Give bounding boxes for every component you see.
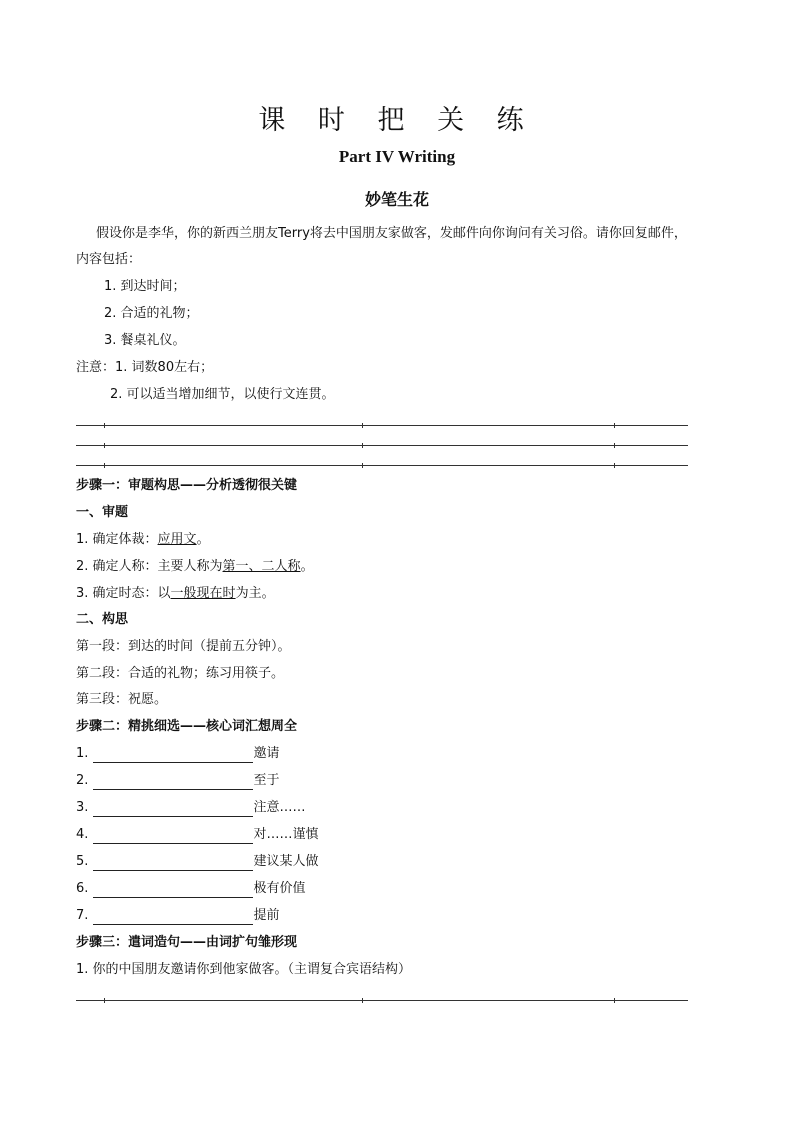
paragraph-plan: 第三段：祝愿。 [76, 692, 168, 707]
writing-line [76, 465, 688, 466]
line-tick [362, 443, 363, 448]
section-part: Part IV Writing [338, 147, 456, 166]
item-suffix: 为主。 [235, 586, 275, 601]
vocab-number: 5. [76, 854, 89, 869]
prompt-line-1: 假设你是李华，你的新西兰朋友Terry将去中国朋友家做客，发邮件向你询问有关习俗。请你回复邮件， [96, 226, 687, 241]
line-tick [362, 998, 363, 1003]
step1-item-2 [76, 558, 314, 576]
vocab-meaning: 邀请 [253, 746, 280, 761]
line-tick [614, 443, 615, 448]
vocab-item [76, 880, 306, 898]
note-line-2: 2. 可以适当增加细节，以使行文连贯。 [110, 387, 335, 402]
vocab-item [76, 826, 319, 844]
vocab-number: 1. [76, 746, 89, 761]
vocab-item [76, 799, 306, 817]
item-answer: 第一、二人称 [222, 559, 301, 574]
line-tick [104, 423, 105, 428]
vocab-meaning: 对……谨慎 [253, 827, 319, 842]
prompt-item: 3. 餐桌礼仪。 [104, 333, 186, 348]
vocab-number: 3. [76, 800, 89, 815]
answer-blank[interactable] [93, 857, 253, 871]
answer-blank[interactable] [93, 776, 253, 790]
vocab-meaning: 极有价值 [253, 881, 306, 896]
vocab-item [76, 745, 280, 763]
paragraph-plan: 第二段：合适的礼物；练习用筷子。 [76, 666, 285, 681]
note-line-1 [76, 359, 213, 377]
line-tick [362, 463, 363, 468]
line-tick [104, 463, 105, 468]
prompt-item: 2. 合适的礼物； [104, 306, 199, 321]
sentence-question: 1. 你的中国朋友邀请你到他家做客。（主谓复合宾语结构） [76, 962, 412, 977]
answer-blank[interactable] [93, 803, 253, 817]
line-tick [614, 463, 615, 468]
answer-blank[interactable] [93, 911, 253, 925]
vocab-number: 2. [76, 773, 89, 788]
step1-item-3 [76, 585, 275, 603]
vocab-number: 4. [76, 827, 89, 842]
item-prefix: 1. 确定体裁： [76, 532, 158, 547]
vocab-number: 7. [76, 908, 89, 923]
answer-blank[interactable] [93, 830, 253, 844]
paragraph-plan: 第一段：到达的时间（提前五分钟）。 [76, 639, 291, 654]
writing-line[interactable] [76, 1000, 688, 1001]
item-suffix: 。 [196, 532, 210, 547]
writing-line [76, 425, 688, 426]
step3-heading: 步骤三：遣词造句——由词扩句雏形现 [76, 935, 298, 950]
vocab-meaning: 建议某人做 [253, 854, 319, 869]
line-tick [104, 443, 105, 448]
line-tick [362, 423, 363, 428]
page-title: 课 时 把 关 练 [258, 105, 536, 136]
note-label: 注意： [76, 360, 116, 375]
prompt-item: 1. 到达时间； [104, 279, 186, 294]
step2-heading: 步骤二：精挑细选——核心词汇想周全 [76, 719, 298, 734]
line-tick [614, 998, 615, 1003]
line-tick [104, 998, 105, 1003]
item-prefix: 2. 确定人称：主要人称为 [76, 559, 223, 574]
prompt-line-2: 内容包括： [76, 252, 142, 267]
answer-blank[interactable] [93, 749, 253, 763]
step1-heading: 步骤一：审题构思——分析透彻很关键 [76, 478, 298, 493]
vocab-item [76, 907, 280, 925]
vocab-meaning: 至于 [253, 773, 280, 788]
vocab-number: 6. [76, 881, 89, 896]
writing-line [76, 445, 688, 446]
item-answer: 一般现在时 [170, 586, 236, 601]
item-prefix: 3. 确定时态：以 [76, 586, 171, 601]
vocab-meaning: 注意…… [253, 800, 306, 815]
item-answer: 应用文 [157, 532, 197, 547]
step1-section-1: 一、审题 [76, 505, 129, 520]
answer-blank[interactable] [93, 884, 253, 898]
vocab-meaning: 提前 [253, 908, 280, 923]
step1-item-1 [76, 531, 210, 549]
item-suffix: 。 [300, 559, 314, 574]
section-subtitle: 妙笔生花 [364, 190, 429, 209]
vocab-item [76, 853, 319, 871]
step1-section-2: 二、构思 [76, 612, 129, 627]
vocab-item [76, 772, 280, 790]
line-tick [614, 423, 615, 428]
note-text: 1. 词数80左右； [115, 360, 214, 375]
